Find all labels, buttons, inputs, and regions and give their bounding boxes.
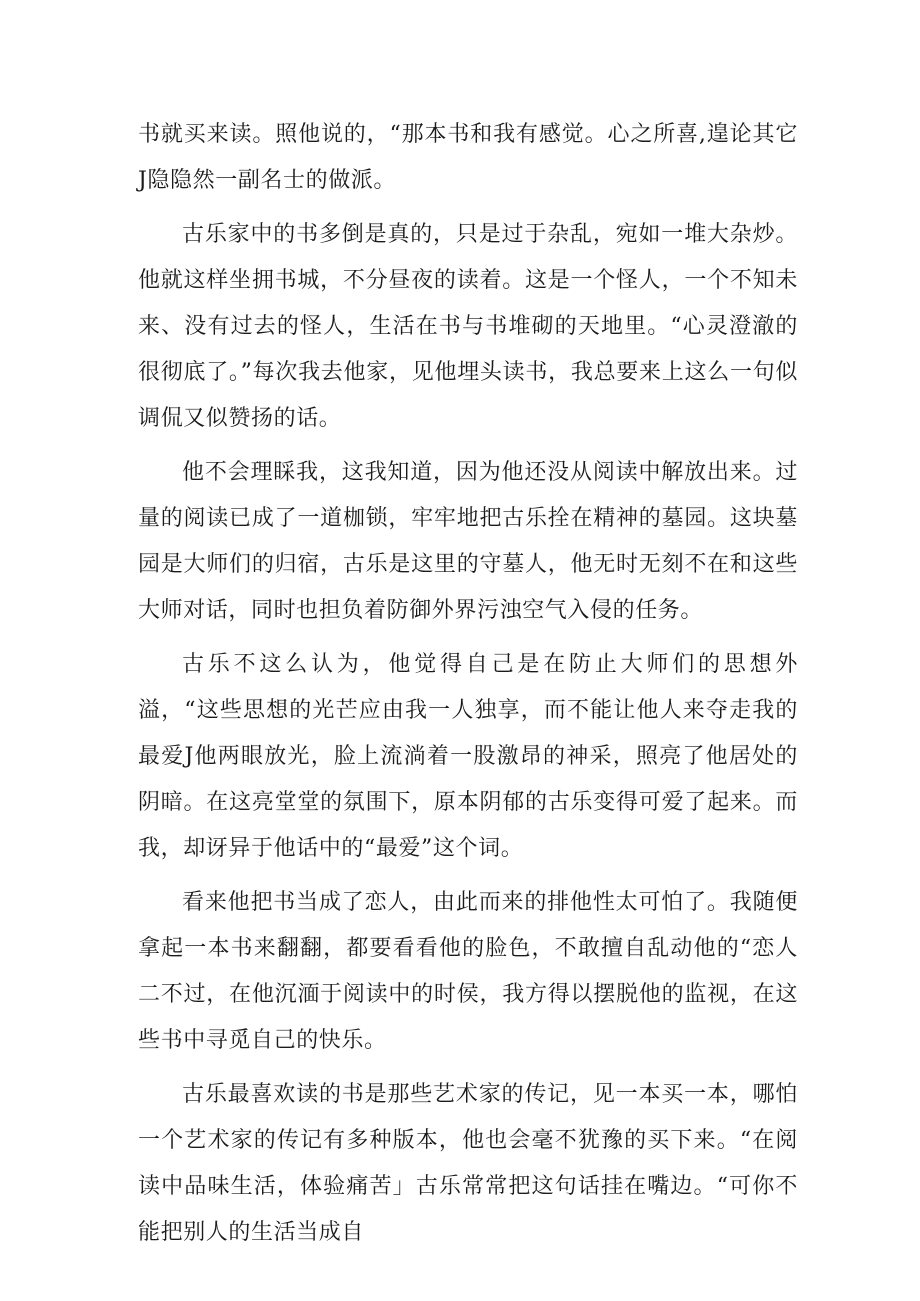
- paragraph-1: 书就买来读。照他说的，“那本书和我有感觉。心之所喜,遑论其它J隐隐然一副名士的做派。: [138, 122, 798, 193]
- paragraph-5: 看来他把书当成了恋人，由此而来的排他性太可怕了。我随便拿起一本书来翻翻，都要看看他的脸色，不敢擅自乱动他的“恋人二不过，在他沉湎于阅读中的时侯，我方得以摆脱他的监视，在这些书中寻觅自己的快乐。: [138, 890, 798, 1053]
- document-body: [138, 112, 798, 1264]
- paragraph-3: 他不会理睬我，这我知道，因为他还没从阅读中解放出来。过量的阅读已成了一道枷锁，牢牢地把古乐拴在精神的墓园。这块墓园是大师们的归宿，古乐是这里的守墓人，他无时无刻不在和这些大师对话，同时也担负着防御外界污浊空气入侵的任务。: [138, 460, 798, 623]
- paragraph-6: 古乐最喜欢读的书是那些艺术家的传记，见一本买一本，哪怕一个艺术家的传记有多种版本，他也会毫不犹豫的买下来。“在阅读中品味生活，体验痛苦」古乐常常把这句话挂在嘴边。“可你不能把别人的生活当成自: [138, 1082, 798, 1245]
- paragraph-4: 古乐不这么认为，他觉得自己是在防止大师们的思想外溢，“这些思想的光芒应由我一人独享，而不能让他人来夺走我的最爱J他两眼放光，脸上流淌着一股激昂的神采，照亮了他居处的阴暗。在这亮堂堂的氛围下，原本阴郁的古乐变得可爱了起来。而我，却讶异于他话中的“最爱”这个词。: [138, 652, 798, 861]
- paragraph-2: 古乐家中的书多倒是真的，只是过于杂乱，宛如一堆大杂炒。他就这样坐拥书城，不分昼夜的读着。这是一个怪人，一个不知未来、没有过去的怪人，生活在书与书堆砌的天地里。“心灵澄澈的很彻底了。”每次我去他家，见他埋头读书，我总要来上这么一句似调侃又似赞扬的话。: [138, 222, 798, 431]
